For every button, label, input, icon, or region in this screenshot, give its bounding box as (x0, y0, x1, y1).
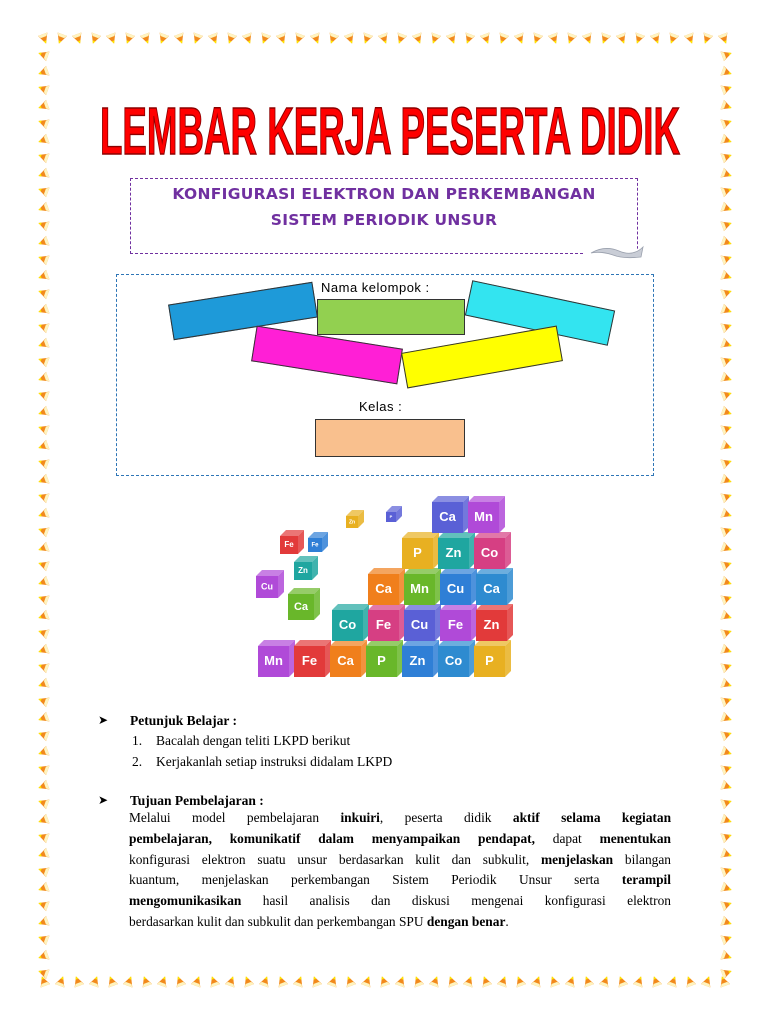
candy-corn-icon (37, 712, 50, 725)
candy-corn-icon (721, 780, 734, 793)
element-cube (468, 496, 505, 533)
candy-corn-icon (37, 134, 50, 147)
element-cube (402, 640, 439, 677)
candy-corn-icon (37, 422, 50, 435)
candy-corn-icon (721, 814, 734, 827)
candy-corn-icon (598, 33, 611, 46)
candy-corn-icon (721, 354, 734, 367)
candy-corn-icon (701, 975, 714, 988)
candy-corn-icon (37, 660, 50, 673)
element-cube (294, 556, 318, 580)
candy-corn-icon (37, 286, 50, 299)
element-symbol: P (413, 545, 422, 561)
candy-corn-icon (224, 33, 237, 46)
candy-corn-icon (361, 975, 374, 988)
candy-corn-icon (721, 626, 734, 639)
candy-corn-icon (429, 975, 442, 988)
candy-corn-icon (721, 916, 734, 929)
candy-corn-icon (37, 168, 50, 181)
bold-text: mengomunikasikan (129, 893, 242, 909)
element-cube (476, 604, 513, 641)
candy-corn-icon (225, 975, 238, 988)
candy-corn-icon (721, 218, 734, 231)
candy-corn-icon (37, 304, 50, 317)
candy-corn-icon (139, 975, 152, 988)
candy-corn-icon (718, 33, 731, 46)
candy-corn-icon (37, 150, 50, 163)
class-box[interactable] (315, 419, 465, 457)
paragraph-line (129, 829, 671, 850)
candy-corn-icon (721, 796, 734, 809)
list-item: 2. Kerjakanlah setiap instruksi didalam LKPD (132, 754, 393, 769)
candy-corn-icon (259, 975, 272, 988)
element-cube (438, 532, 475, 569)
paragraph-line (129, 912, 671, 933)
candy-corn-icon (174, 33, 187, 46)
element-cube (366, 640, 403, 677)
candy-corn-icon (37, 116, 50, 129)
candy-corn-icon (721, 150, 734, 163)
candy-corn-icon (37, 542, 50, 555)
tujuan-paragraph (129, 808, 671, 933)
candy-corn-icon (37, 678, 50, 691)
element-cube (288, 588, 320, 620)
candy-corn-icon (293, 975, 306, 988)
candy-corn-icon (343, 975, 356, 988)
candy-corn-icon (37, 762, 50, 775)
element-symbol: Co (338, 617, 357, 633)
candy-corn-icon (37, 82, 50, 95)
candy-corn-icon (649, 975, 662, 988)
candy-corn-icon (241, 975, 254, 988)
candy-corn-icon (37, 592, 50, 605)
element-cube (402, 532, 439, 569)
candy-corn-icon (395, 975, 408, 988)
element-symbol: Mn (410, 581, 429, 597)
candy-corn-icon (721, 48, 734, 61)
candy-corn-icon (721, 762, 734, 775)
candy-corn-icon (721, 678, 734, 691)
candy-corn-icon (667, 975, 680, 988)
candy-corn-icon (721, 694, 734, 707)
paragraph-line (129, 808, 671, 829)
subtitle-line-1: KONFIGURASI ELEKTRON DAN PERKEMBANGAN (172, 185, 596, 203)
candy-corn-icon (721, 406, 734, 419)
text: . (505, 913, 509, 929)
candy-corn-icon (276, 33, 289, 46)
candy-corn-icon (377, 975, 390, 988)
element-symbol: Fe (284, 540, 294, 550)
candy-corn-icon (480, 33, 493, 46)
candy-corn-icon (599, 975, 612, 988)
candy-corn-icon (123, 975, 136, 988)
petunjuk-section (98, 713, 598, 773)
candy-corn-icon (37, 626, 50, 639)
text: dapat (534, 830, 600, 846)
candy-corn-icon (37, 932, 50, 945)
element-symbol: P (389, 514, 393, 520)
arrow-bullet-icon: ➤ (98, 793, 109, 807)
candy-corn-icon (564, 33, 577, 46)
candy-corn-icon (37, 694, 50, 707)
candy-corn-icon (37, 644, 50, 657)
element-cube (404, 568, 441, 605)
group-info-box (116, 274, 654, 476)
element-cube (330, 640, 367, 677)
candy-corn-icon (360, 33, 373, 46)
candy-corn-icon (721, 474, 734, 487)
candy-corn-icon (721, 932, 734, 945)
candy-corn-icon (37, 848, 50, 861)
list-item: 1. Bacalah dengan teliti LKPD berikut (132, 733, 351, 748)
element-symbol: Zn (348, 519, 356, 526)
candy-corn-icon (721, 542, 734, 555)
element-symbol: P (377, 653, 386, 669)
candy-corn-icon (462, 33, 475, 46)
candy-corn-icon (37, 338, 50, 351)
tujuan-heading: Tujuan Pembelajaran : (130, 793, 264, 808)
candy-corn-icon (497, 975, 510, 988)
element-symbol: Zn (409, 653, 426, 669)
candy-corn-icon (496, 33, 509, 46)
candy-corn-icon (615, 975, 628, 988)
candy-corn-icon (463, 975, 476, 988)
element-cube (346, 510, 364, 528)
candy-corn-icon (721, 184, 734, 197)
candy-corn-icon (37, 508, 50, 521)
element-symbol: Cu (446, 581, 465, 597)
candy-corn-icon (565, 975, 578, 988)
text: bilangan (613, 851, 671, 867)
element-cube (308, 532, 328, 552)
candy-corn-icon (616, 33, 629, 46)
candy-corn-icon (721, 236, 734, 249)
candy-corn-icon (37, 746, 50, 759)
subtitle-box (130, 178, 638, 254)
candy-corn-icon (721, 304, 734, 317)
candy-corn-icon (37, 830, 50, 843)
candy-corn-icon (72, 33, 85, 46)
candy-corn-icon (191, 975, 204, 988)
candy-corn-icon (37, 950, 50, 963)
candy-corn-icon (54, 33, 67, 46)
candy-corn-icon (548, 33, 561, 46)
candy-corn-icon (721, 864, 734, 877)
element-cube (280, 530, 304, 554)
candy-corn-icon (650, 33, 663, 46)
candy-corn-icon (275, 975, 288, 988)
text: , peserta didik (379, 810, 513, 825)
text: Melalui model pembelajaran (129, 810, 341, 825)
candy-corn-icon (37, 388, 50, 401)
text: hasil analisis dan diskusi mengenai konfigurasi elektron (241, 893, 671, 909)
candy-corn-icon (721, 610, 734, 623)
element-symbol: Ca (439, 509, 456, 525)
candy-corn-icon (721, 746, 734, 759)
candy-corn-icon (309, 975, 322, 988)
element-symbol: Co (480, 545, 499, 561)
element-cube (386, 506, 402, 522)
candy-corn-icon (37, 270, 50, 283)
candy-corn-icon (721, 660, 734, 673)
candy-corn-icon (37, 440, 50, 453)
candy-corn-icon (310, 33, 323, 46)
candy-corn-icon (721, 202, 734, 215)
element-symbol: Ca (483, 581, 500, 597)
candy-corn-icon (378, 33, 391, 46)
candy-corn-icon (721, 168, 734, 181)
group-name-label: Nama kelompok : (321, 280, 430, 295)
candy-corn-icon (37, 48, 50, 61)
candy-corn-icon (721, 116, 734, 129)
candy-corn-icon (721, 830, 734, 843)
candy-corn-icon (37, 975, 50, 988)
candy-corn-icon (173, 975, 186, 988)
candy-corn-icon (633, 975, 646, 988)
element-symbol: P (485, 653, 494, 669)
element-symbol: Zn (298, 566, 308, 576)
element-cube (256, 570, 284, 598)
candy-corn-icon (242, 33, 255, 46)
candy-corn-icon (721, 950, 734, 963)
candy-corn-icon (207, 975, 220, 988)
bold-text: pembelajaran, komunikatif dalam menyampaikan pendapat, (129, 830, 535, 846)
element-symbol: Fe (301, 653, 318, 669)
candy-corn-icon (37, 406, 50, 419)
paragraph-line (129, 850, 671, 871)
petunjuk-heading: Petunjuk Belajar : (130, 713, 237, 728)
candy-corn-icon (721, 898, 734, 911)
candy-corn-icon (530, 33, 543, 46)
candy-corn-icon (156, 33, 169, 46)
element-symbol: Ca (293, 601, 309, 614)
element-cube (440, 604, 477, 641)
element-cube (440, 568, 477, 605)
candy-corn-icon (721, 270, 734, 283)
candy-corn-icon (89, 975, 102, 988)
candy-corn-icon (684, 33, 697, 46)
candy-corn-icon (37, 456, 50, 469)
group-name-box[interactable] (317, 299, 465, 335)
candy-corn-icon (721, 558, 734, 571)
class-label: Kelas : (359, 399, 403, 414)
candy-corn-icon (721, 524, 734, 537)
candy-corn-icon (140, 33, 153, 46)
candy-corn-icon (190, 33, 203, 46)
candy-corn-icon (479, 975, 492, 988)
candy-corn-icon (326, 33, 339, 46)
candy-corn-icon (700, 33, 713, 46)
candy-corn-icon (37, 610, 50, 623)
candy-corn-icon (721, 422, 734, 435)
candy-corn-icon (513, 975, 526, 988)
candy-corn-icon (531, 975, 544, 988)
candy-corn-icon (547, 975, 560, 988)
candy-corn-icon (37, 66, 50, 79)
bold-text: inkuiri (340, 810, 380, 825)
element-cube (258, 640, 295, 677)
candy-corn-icon (721, 490, 734, 503)
candy-corn-icon (37, 916, 50, 929)
candy-corn-icon (412, 33, 425, 46)
element-symbol: Fe (447, 617, 464, 633)
subtitle-line-2: SISTEM PERIODIK UNSUR (270, 211, 498, 229)
element-cube (474, 532, 511, 569)
candy-corn-icon (37, 882, 50, 895)
element-cube (476, 568, 513, 605)
element-symbol: Fe (375, 617, 392, 633)
candy-corn-icon (37, 864, 50, 877)
element-cube (368, 604, 405, 641)
candy-corn-icon (721, 440, 734, 453)
petunjuk-list (132, 733, 392, 775)
candy-corn-icon (106, 33, 119, 46)
candy-corn-icon (37, 100, 50, 113)
candy-corn-icon (37, 252, 50, 265)
candy-corn-icon (721, 252, 734, 265)
candy-corn-icon (721, 848, 734, 861)
candy-corn-icon (258, 33, 271, 46)
arrow-bullet-icon: ➤ (98, 713, 109, 727)
candy-corn-icon (55, 975, 68, 988)
candy-corn-icon (721, 592, 734, 605)
candy-corn-icon (721, 576, 734, 589)
element-cube (438, 640, 475, 677)
candy-corn-icon (37, 354, 50, 367)
page-title-text: LEMBAR KERJA PESERTA DIDIK (99, 94, 680, 169)
element-symbol: Cu (410, 617, 429, 633)
candy-corn-icon (721, 82, 734, 95)
candy-corn-icon (37, 576, 50, 589)
candy-corn-icon (514, 33, 527, 46)
candy-corn-icon (721, 66, 734, 79)
candy-corn-icon (292, 33, 305, 46)
candy-corn-icon (721, 134, 734, 147)
candy-corn-icon (37, 728, 50, 741)
candy-corn-icon (105, 975, 118, 988)
candy-corn-icon (721, 456, 734, 469)
periodic-cubes-image (246, 496, 526, 696)
candy-corn-icon (632, 33, 645, 46)
candy-corn-icon (157, 975, 170, 988)
candy-corn-icon (721, 508, 734, 521)
element-symbol: Cu (261, 581, 273, 592)
bold-text: menjelaskan (540, 851, 614, 867)
candy-corn-icon (37, 490, 50, 503)
candy-corn-icon (37, 320, 50, 333)
candy-corn-icon (37, 218, 50, 231)
candy-corn-icon (37, 474, 50, 487)
candy-corn-icon (721, 644, 734, 657)
candy-corn-icon (88, 33, 101, 46)
candy-corn-icon (411, 975, 424, 988)
candy-corn-icon (428, 33, 441, 46)
candy-corn-icon (721, 728, 734, 741)
element-cube (368, 568, 405, 605)
candy-corn-icon (666, 33, 679, 46)
element-cube (474, 640, 511, 677)
candy-corn-icon (721, 882, 734, 895)
element-symbol: Ca (337, 653, 354, 669)
candy-corn-icon (683, 975, 696, 988)
candy-corn-icon (37, 780, 50, 793)
candy-corn-icon (37, 184, 50, 197)
element-symbol: Mn (264, 653, 283, 669)
candy-corn-icon (71, 975, 84, 988)
element-cube (432, 496, 469, 533)
candy-corn-icon (37, 524, 50, 537)
candy-corn-icon (344, 33, 357, 46)
candy-corn-icon (37, 966, 50, 979)
candy-corn-icon (37, 814, 50, 827)
candy-corn-icon (582, 33, 595, 46)
page-title (90, 90, 690, 190)
candy-corn-icon (721, 388, 734, 401)
candy-corn-icon (445, 975, 458, 988)
candy-corn-icon (208, 33, 221, 46)
bold-text: menentukan (599, 830, 671, 846)
candy-corn-icon (721, 372, 734, 385)
text: konfigurasi elektron suatu unsur berdasarkan kulit dan subkulit, (129, 851, 541, 867)
candy-corn-icon (721, 712, 734, 725)
element-cube (294, 640, 331, 677)
candy-corn-icon (37, 236, 50, 249)
candy-corn-icon (721, 338, 734, 351)
candy-corn-icon (38, 33, 51, 46)
element-symbol: Co (444, 653, 463, 669)
element-symbol: Ca (375, 581, 392, 597)
element-symbol: Zn (445, 545, 462, 561)
element-symbol: Fe (311, 542, 319, 549)
bold-text: dengan benar (426, 913, 506, 929)
page-curl-icon (583, 239, 643, 261)
candy-corn-icon (122, 33, 135, 46)
paragraph-line (129, 891, 671, 912)
candy-corn-icon (581, 975, 594, 988)
candy-corn-icon (37, 558, 50, 571)
element-cube (404, 604, 441, 641)
candy-corn-icon (446, 33, 459, 46)
element-symbol: Zn (483, 617, 500, 633)
candy-corn-icon (37, 202, 50, 215)
bold-text: aktif selama kegiatan (512, 810, 672, 825)
candy-corn-icon (37, 372, 50, 385)
text: kuantum, menjelaskan perkembangan Sistem Periodik Unsur serta (129, 872, 622, 888)
candy-corn-icon (327, 975, 340, 988)
candy-corn-icon (37, 898, 50, 911)
candy-corn-icon (394, 33, 407, 46)
element-symbol: Mn (474, 509, 493, 525)
paragraph-line (129, 870, 671, 891)
element-cube (332, 604, 369, 641)
candy-corn-icon (721, 320, 734, 333)
candy-corn-icon (721, 100, 734, 113)
candy-corn-icon (721, 286, 734, 299)
text: berdasarkan kulit dan subkulit dan perkembangan SPU (129, 913, 427, 929)
bold-text: terampil (621, 872, 671, 888)
candy-corn-icon (37, 796, 50, 809)
